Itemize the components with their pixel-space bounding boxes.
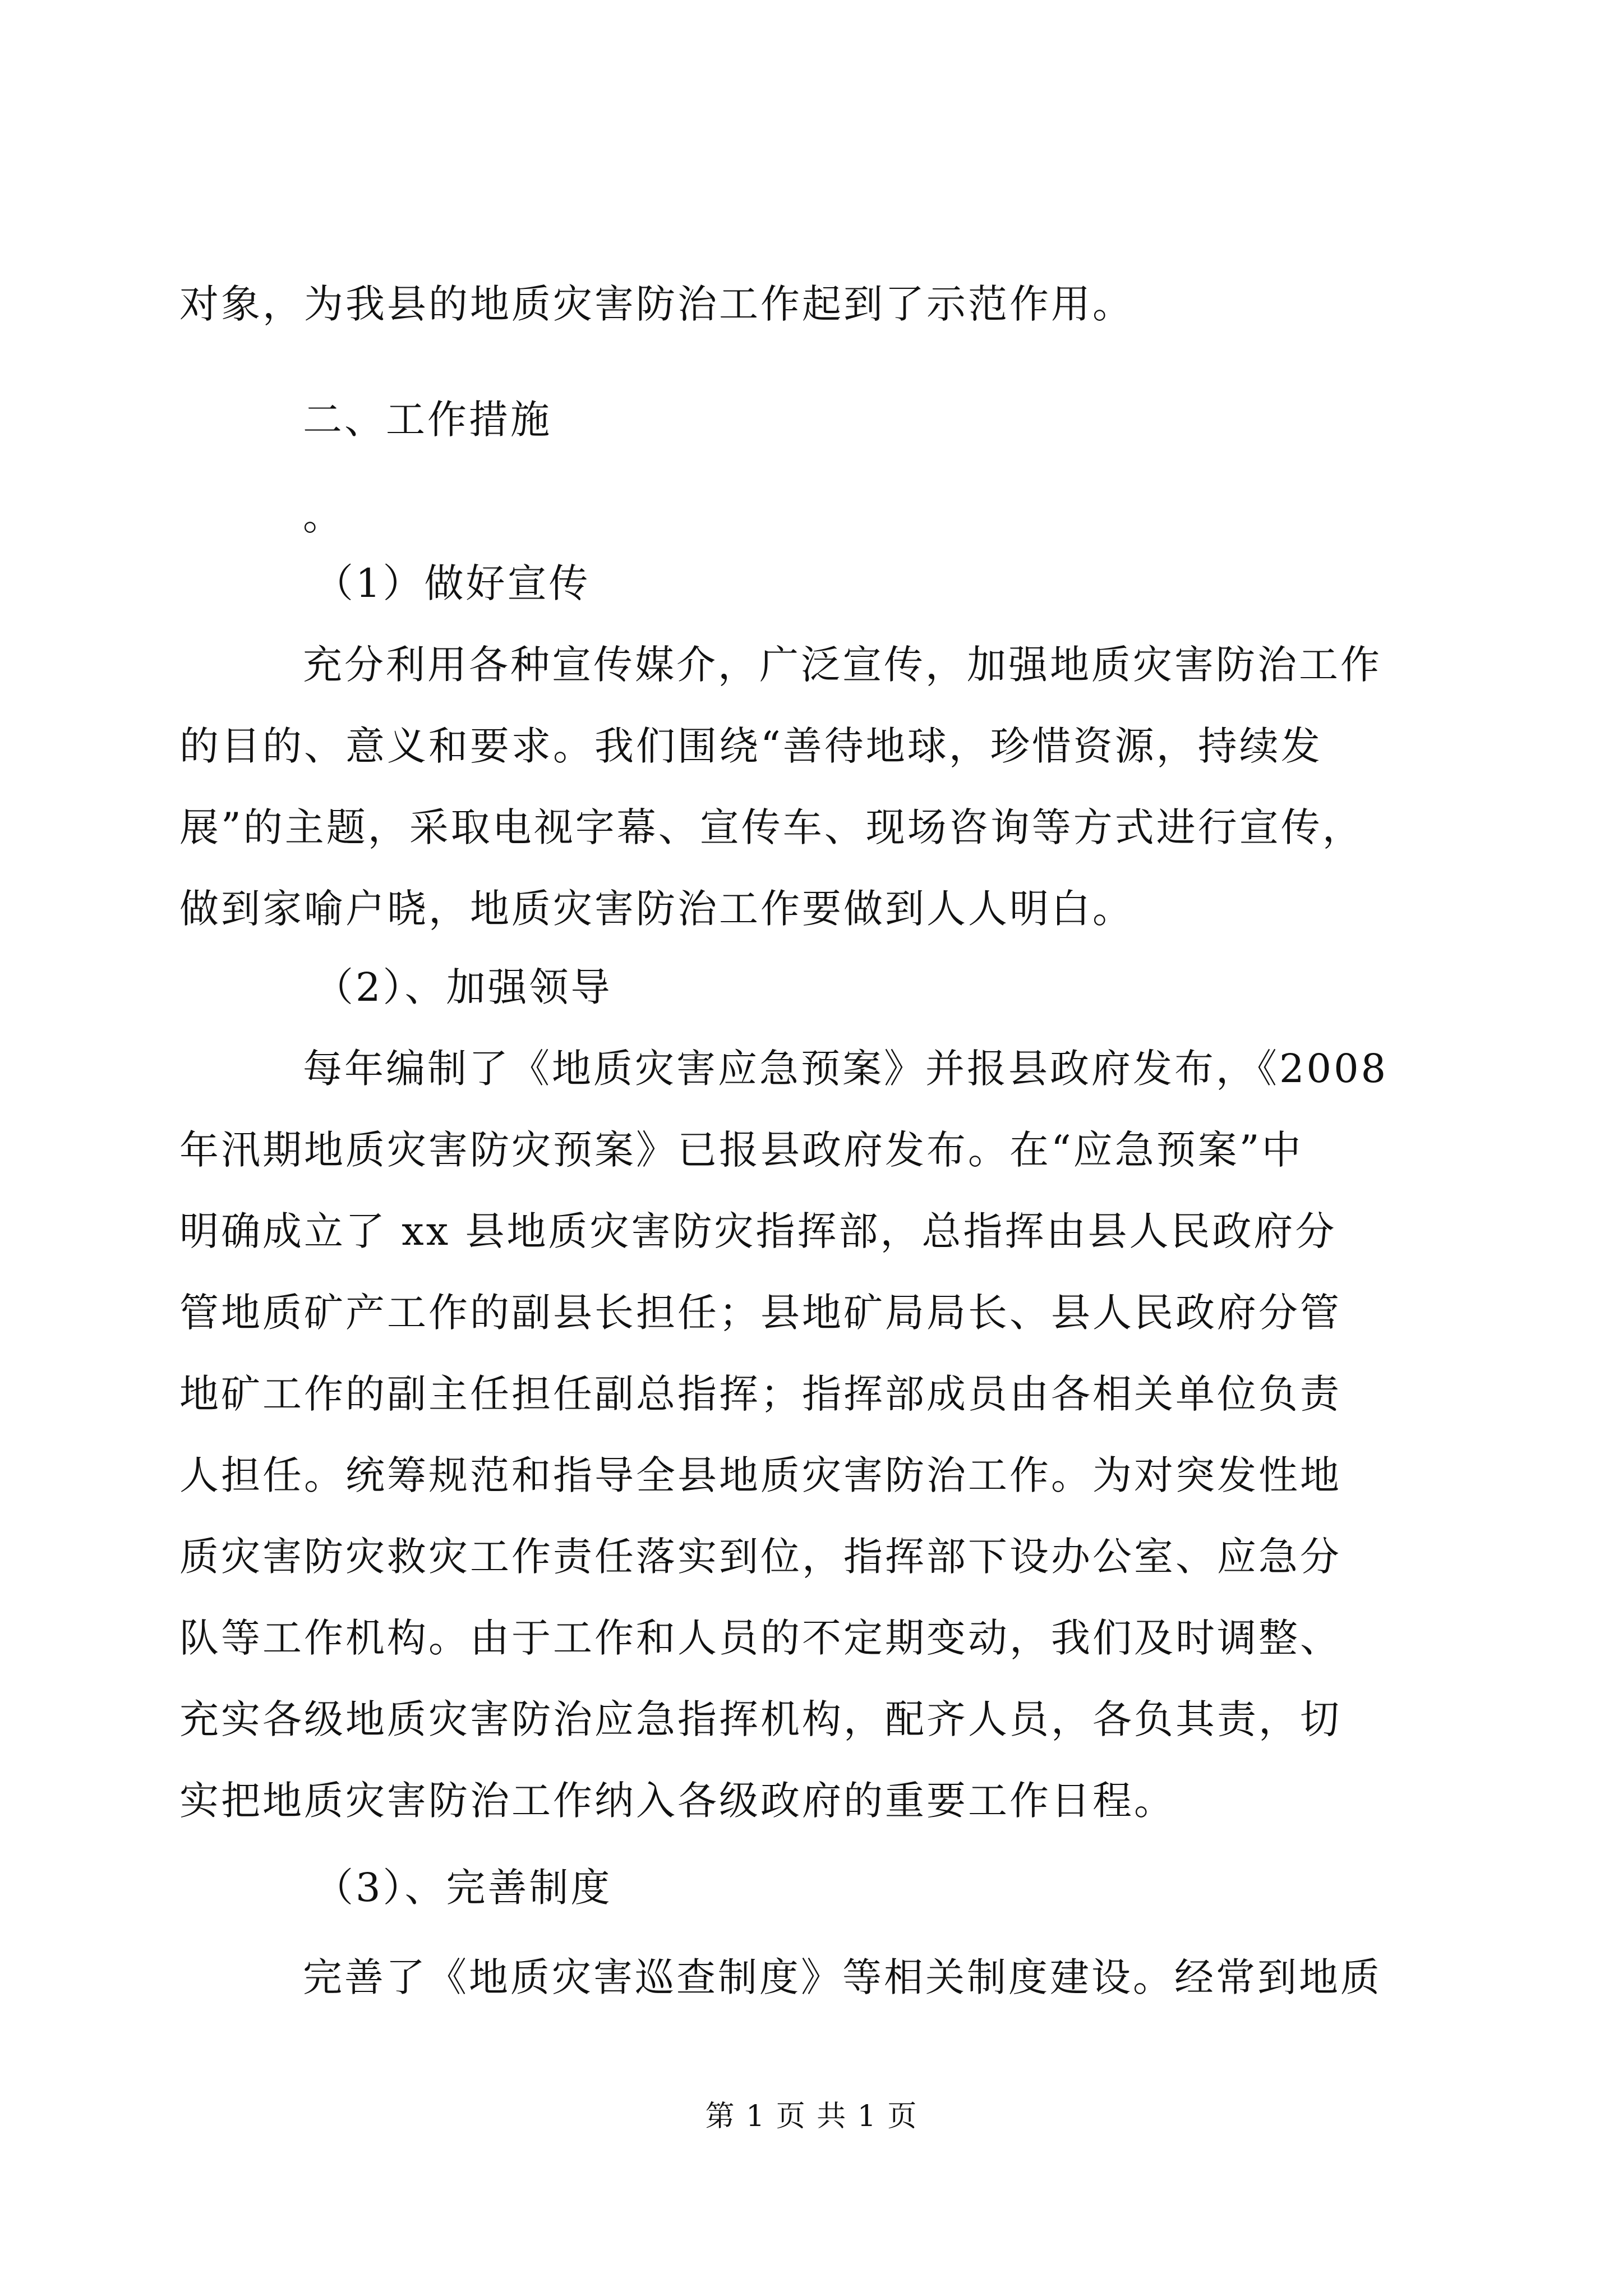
subsection-heading: （2）、加强领导 <box>314 964 612 1010</box>
paragraph-line: 地矿工作的副主任担任副总指挥；指挥部成员由各相关单位负责 <box>179 1371 1341 1417</box>
paragraph-line: 管地质矿产工作的副县长担任；县地矿局局长、县人民政府分管 <box>179 1290 1341 1336</box>
paragraph-line: 实把地质灾害防治工作纳入各级政府的重要工作日程。 <box>179 1778 1175 1824</box>
paragraph-line: 做到家喻户晓，地质灾害防治工作要做到人人明白。 <box>179 886 1134 932</box>
paragraph-line: 质灾害防灾救灾工作责任落实到位，指挥部下设办公室、应急分 <box>179 1534 1341 1580</box>
page-footer: 第 1 页 共 1 页 <box>705 2100 918 2133</box>
paragraph-line: 完善了《地质灾害巡查制度》等相关制度建设。经常到地质 <box>303 1954 1382 2000</box>
paragraph-line: 对象，为我县的地质灾害防治工作起到了示范作用。 <box>179 281 1134 327</box>
paragraph-line: 明确成立了 xx 县地质灾害防灾指挥部，总指挥由县人民政府分 <box>179 1208 1337 1254</box>
paragraph-line: 的目的、意义和要求。我们围绕“善待地球，珍惜资源，持续发 <box>179 723 1322 769</box>
paragraph-line: 年汛期地质灾害防灾预案》已报县政府发布。在“应急预案”中 <box>179 1127 1303 1173</box>
paragraph-line: 充分利用各种宣传媒介，广泛宣传，加强地质灾害防治工作 <box>303 642 1382 688</box>
paragraph-line: 充实各级地质灾害防治应急指挥机构，配齐人员，各负其责，切 <box>179 1696 1341 1742</box>
subsection-heading: （3）、完善制度 <box>314 1865 612 1911</box>
subsection-heading: （1）做好宣传 <box>314 560 591 606</box>
paragraph-line: 人担任。统筹规范和指导全县地质灾害防治工作。为对突发性地 <box>179 1452 1341 1498</box>
paragraph-line: 展”的主题，采取电视字幕、宣传车、现场咨询等方式进行宣传， <box>179 804 1364 850</box>
paragraph-line: 队等工作机构。由于工作和人员的不定期变动，我们及时调整、 <box>179 1615 1341 1661</box>
section-heading: 二、工作措施 <box>303 397 552 443</box>
paragraph-line: 。 <box>303 493 344 539</box>
paragraph-line: 每年编制了《地质灾害应急预案》并报县政府发布，《2008 <box>303 1046 1389 1092</box>
